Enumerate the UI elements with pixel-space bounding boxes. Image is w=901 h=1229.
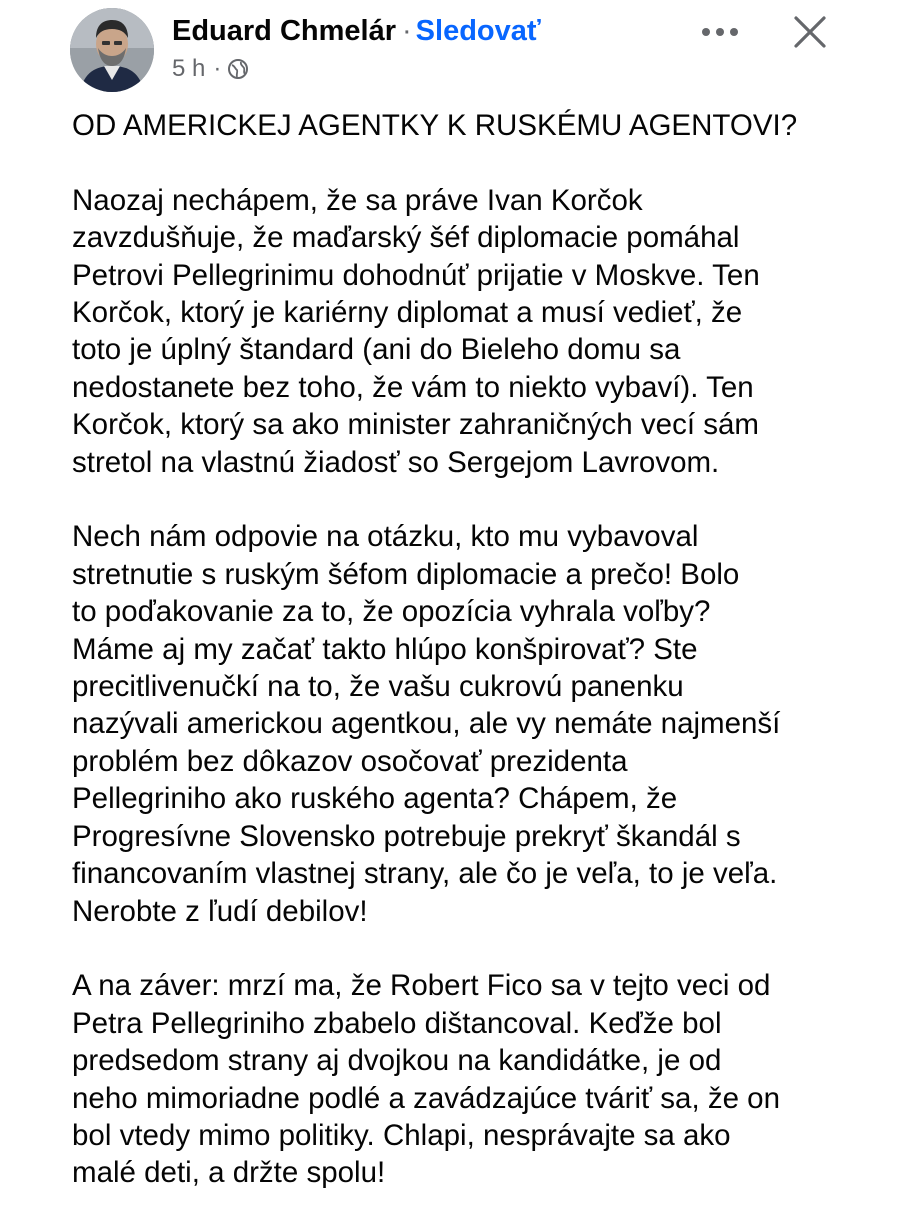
paragraph-line: toto je úplný štandard (ani do Bieleho domu sa	[72, 333, 681, 367]
paragraph-line: nazývali americkou agentkou, ale vy nemáte najmenší	[72, 707, 781, 741]
close-icon	[792, 14, 828, 50]
avatar[interactable]	[70, 8, 154, 92]
author-line	[172, 12, 541, 50]
post-body	[72, 107, 872, 1229]
paragraph-line: Petra Pellegriniho zbabelo dištancoval. Keďže bol	[72, 1006, 722, 1040]
paragraph-line: neho mimoriadne podlé a zavádzajúce tváriť sa, že on	[72, 1081, 780, 1115]
paragraph-line: A na záver: mrzí ma, že Robert Fico sa v tejto veci od	[72, 969, 771, 1003]
paragraph-line: Korčok, ktorý je kariérny diplomat a musí vedieť, že	[72, 296, 743, 330]
paragraph-line: Korčok, ktorý sa ako minister zahraničných vecí sám	[72, 408, 759, 442]
paragraph-line: financovaním vlastnej strany, ale čo je veľa, to je veľa.	[72, 857, 778, 891]
paragraph-line: Naozaj nechápem, že sa práve Ivan Korčok	[72, 183, 643, 217]
close-button[interactable]	[784, 6, 836, 58]
paragraph-line: malé deti, a držte spolu!	[72, 1156, 386, 1190]
paragraph-line: zavzdušňuje, že maďarský šéf diplomacie pomáhal	[72, 221, 740, 255]
author-name[interactable]: Eduard Chmelár	[172, 15, 396, 47]
follow-button[interactable]: Sledovať	[415, 15, 541, 47]
ellipsis-icon	[698, 26, 742, 38]
paragraph-line: Pellegriniho ako ruského agenta? Chápem, že	[72, 782, 678, 816]
post-title-text: OD AMERICKEJ AGENTKY K RUSKÉMU AGENTOVI?	[72, 109, 798, 142]
paragraph-line: predsedom strany aj dvojkou na kandidátke, je od	[72, 1044, 722, 1078]
globe-icon	[227, 58, 249, 80]
paragraph-line: to poďakovanie za to, že opozícia vyhrala voľby?	[72, 595, 711, 629]
paragraph-line: stretnutie s ruským šéfom diplomacie a prečo! Bolo	[72, 557, 740, 591]
paragraph-line: precitlivenučkí na to, že vašu cukrovú panenku	[72, 670, 684, 704]
paragraph-line: bol vtedy mimo politiky. Chlapi, nesprávajte sa ako	[72, 1118, 731, 1152]
paragraph-line: Nerobte z ľudí debilov!	[72, 894, 368, 928]
post-paragraph-1	[72, 182, 872, 481]
post-title	[72, 107, 872, 144]
paragraph-line: nedostanete bez toho, že vám to niekto vybaví). Ten	[72, 370, 754, 404]
post-meta	[172, 54, 249, 84]
paragraph-line: Nech nám odpovie na otázku, kto mu vybavoval	[72, 520, 699, 554]
post-header	[0, 0, 901, 100]
post-paragraph-2	[72, 518, 872, 929]
paragraph-line: Progresívne Slovensko potrebuje prekryť škandál s	[72, 819, 741, 853]
avatar-image	[70, 8, 154, 92]
meta-separator: ·	[213, 55, 222, 82]
post-timestamp[interactable]: 5 h	[172, 55, 206, 82]
paragraph-line: problém bez dôkazov osočovať prezidenta	[72, 744, 628, 778]
paragraph-line: stretol na vlastnú žiadosť so Sergejom Lavrovom.	[72, 445, 720, 479]
more-options-button[interactable]	[692, 12, 748, 52]
paragraph-line: Petrovi Pellegrinimu dohodnúť prijatie v Moskve. Ten	[72, 258, 760, 292]
name-separator: ·	[402, 15, 412, 47]
paragraph-line: Máme aj my začať takto hlúpo konšpirovať? Ste	[72, 632, 698, 666]
post-paragraph-3	[72, 967, 872, 1191]
